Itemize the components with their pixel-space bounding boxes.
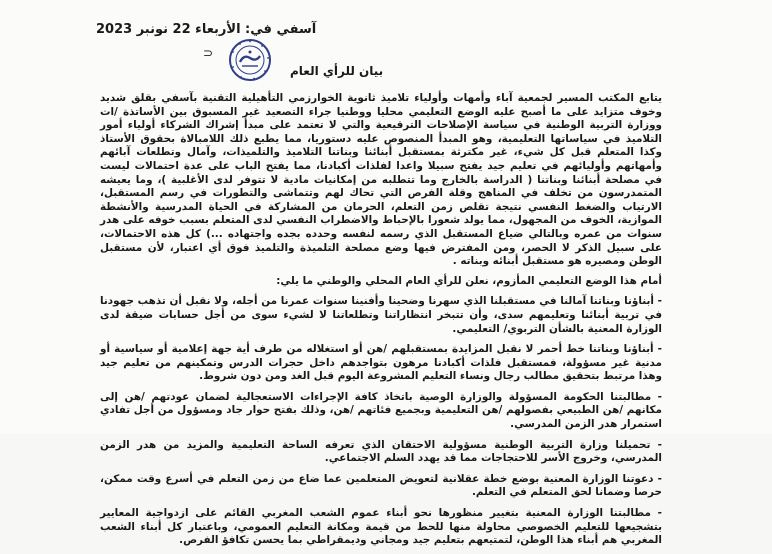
document-date: آسفي في: الأربعاء 22 نونبر 2023 bbox=[96, 22, 317, 37]
document-body bbox=[100, 92, 662, 554]
association-seal-icon bbox=[228, 38, 272, 82]
announcement-line: أمام هذا الوضع التعليمي المأزوم، نعلن للرأي العام المحلي والوطني ما يلي: bbox=[276, 274, 662, 287]
demand-item: - أبناؤنا وبناتنا خط أحمر لا نقبل المزايدة بمستقبلهم /هن أو استغلاله من طرف أية جهة إعلامية أو سياسية أو مدنية غير مسؤولة، فمستقبل فلذات أكبادنا مرهون بتواجدهم داخل حجرات الدرس وتمكينهم من تعليم جيد وهذا مرتبط بتحقيق مطالب رجال ونساء التعليم المشروعة اليوم قبل الغد ومن دون شروط. bbox=[100, 343, 662, 383]
demand-item: - مطالبتنا الوزارة المعنية بتغيير منظورها نحو أبناء عموم الشعب المغربي القائم على ازدواجية المعايير بتشجيعها للتعليم الخصوصي محاولة منها للحط من قيمة ومكانة التعليم العمومي، وباعتبار كل أبناء الشعب المغربي هم أبناء هذا الوطن، لتمتيعهم بتعليم جيد ومجاني وديمقراطي بما يحسن تكافؤ الفرص. bbox=[100, 507, 662, 547]
demand-item: - أبناؤنا وبناتنا آمالنا في مستقبلنا الذي سهرنا وضحينا وأفنينا سنوات عمرنا من أجله، ولا نقبل أن تذهب جهودنا في تربية أبنائنا وتعليمهم سدى، وأن تتبخر انتظاراتنا وتطلعاتنا لا لشيء سوى من أجل حسابات ضيقة لدى الوزارة المعنية بالشأن التربوي/ التعليمي. bbox=[100, 295, 662, 335]
demand-item: - دعوتنا الوزارة المعنية بوضع خطة عقلانية لتعويض المتعلمين عما ضاع من زمن التعلم في أسرع وقت ممكن، حرصا وضمانا لحق المتعلم في التعلم. bbox=[100, 472, 662, 499]
demand-item: - مطالبتنا الحكومة المسؤولة والوزارة الوصية باتخاذ كافة الإجراءات الاستعجالية لضمان عودتهم /هن إلى مكانهم /هن الطبيعي بفصولهم /هن التعليمية وبجميع فئاتهم /هن، وذلك بفتح حوار جاد ومسؤول من أجل تفادي استمرار هدر الزمن المدرسي. bbox=[100, 390, 662, 431]
document-title: بيان للرأي العام bbox=[290, 64, 384, 78]
intro-paragraph: يتابع المكتب المسير لجمعية آباء وأمهات وأولياء تلاميذ ثانوية الخوارزمي التأهيلية التقنية بآسفي بقلق شديد وخوف متزايد على ما أصبح عليه الوضع التعليمي محليا ووطنيا جراء التصعيد غير المسبوق بين الأساتذة /ات ووزارة التربية الوطنية في سياسة الإصلاحات الترقيعية والتي لا تعتمد على مبدأ إشراك الشركاء أولياء أمور التلاميذ في سياساتها التعليمية، وهو المبدأ المنصوص عليه دستوريا، مما يطبع ذلك اللامبالاة بحقوق الأستاذ وكذا المتعلم قبل كل شيء، غير مكترثة بمستقبل أبنائنا وبناتنا التلاميذ والتلميذات، وآمال وتطلعات آبائهم وأمهاتهم وأوليائهم في تعليم جيد يفتح سبيلا واعدا لفلذات أكبادنا، مما يفتح الباب على عدة احتمالات ليست في مصلحة أبنائنا وبناتنا ( الدراسة بالخارج وما تتطلبه من إمكانيات مادية لا تتوفر لدى الأغلبية )، وما يعيشه المتمدرسون من تخلف في المناهج وقلة الفرص التي تحاك لهم وتتماشى والتطورات في رسم المستقبل، الارتياب والضغط النفسي نتيجة تقلص زمن التعلم، الحرمان من المشاركة في الحياة المدرسية والأنشطة الموازية، الخوف من المجهول، مما يولد شعورا بالإحباط والاضطراب النفسي لدى المتعلم بسبب خوفه على هدر سنوات من عمره وبالتالي ضياع المستقبل الذي رسمه لنفسه وحدده بجده واجتهاده ...) كل هذه الاحتمالات، على سبيل الذكر لا الحصر، ومن المفترض فيها وضع مصلحة التلميذة والتلميذ فوق أي اعتبار، لأن مستقبل الوطن ومصيره هو مستقبل أبنائه وبناته . bbox=[100, 92, 662, 268]
seal-mark-icon: ⊃ bbox=[203, 46, 214, 60]
demand-item: - تحميلنا وزارة التربية الوطنية مسؤولية الاحتقان الذي تعرفه الساحة التعليمية والمزيد من هدر الزمن المدرسي، وخروج الأسر للاحتجاجات مما قد يهدد السلم الاجتماعي. bbox=[100, 438, 662, 465]
